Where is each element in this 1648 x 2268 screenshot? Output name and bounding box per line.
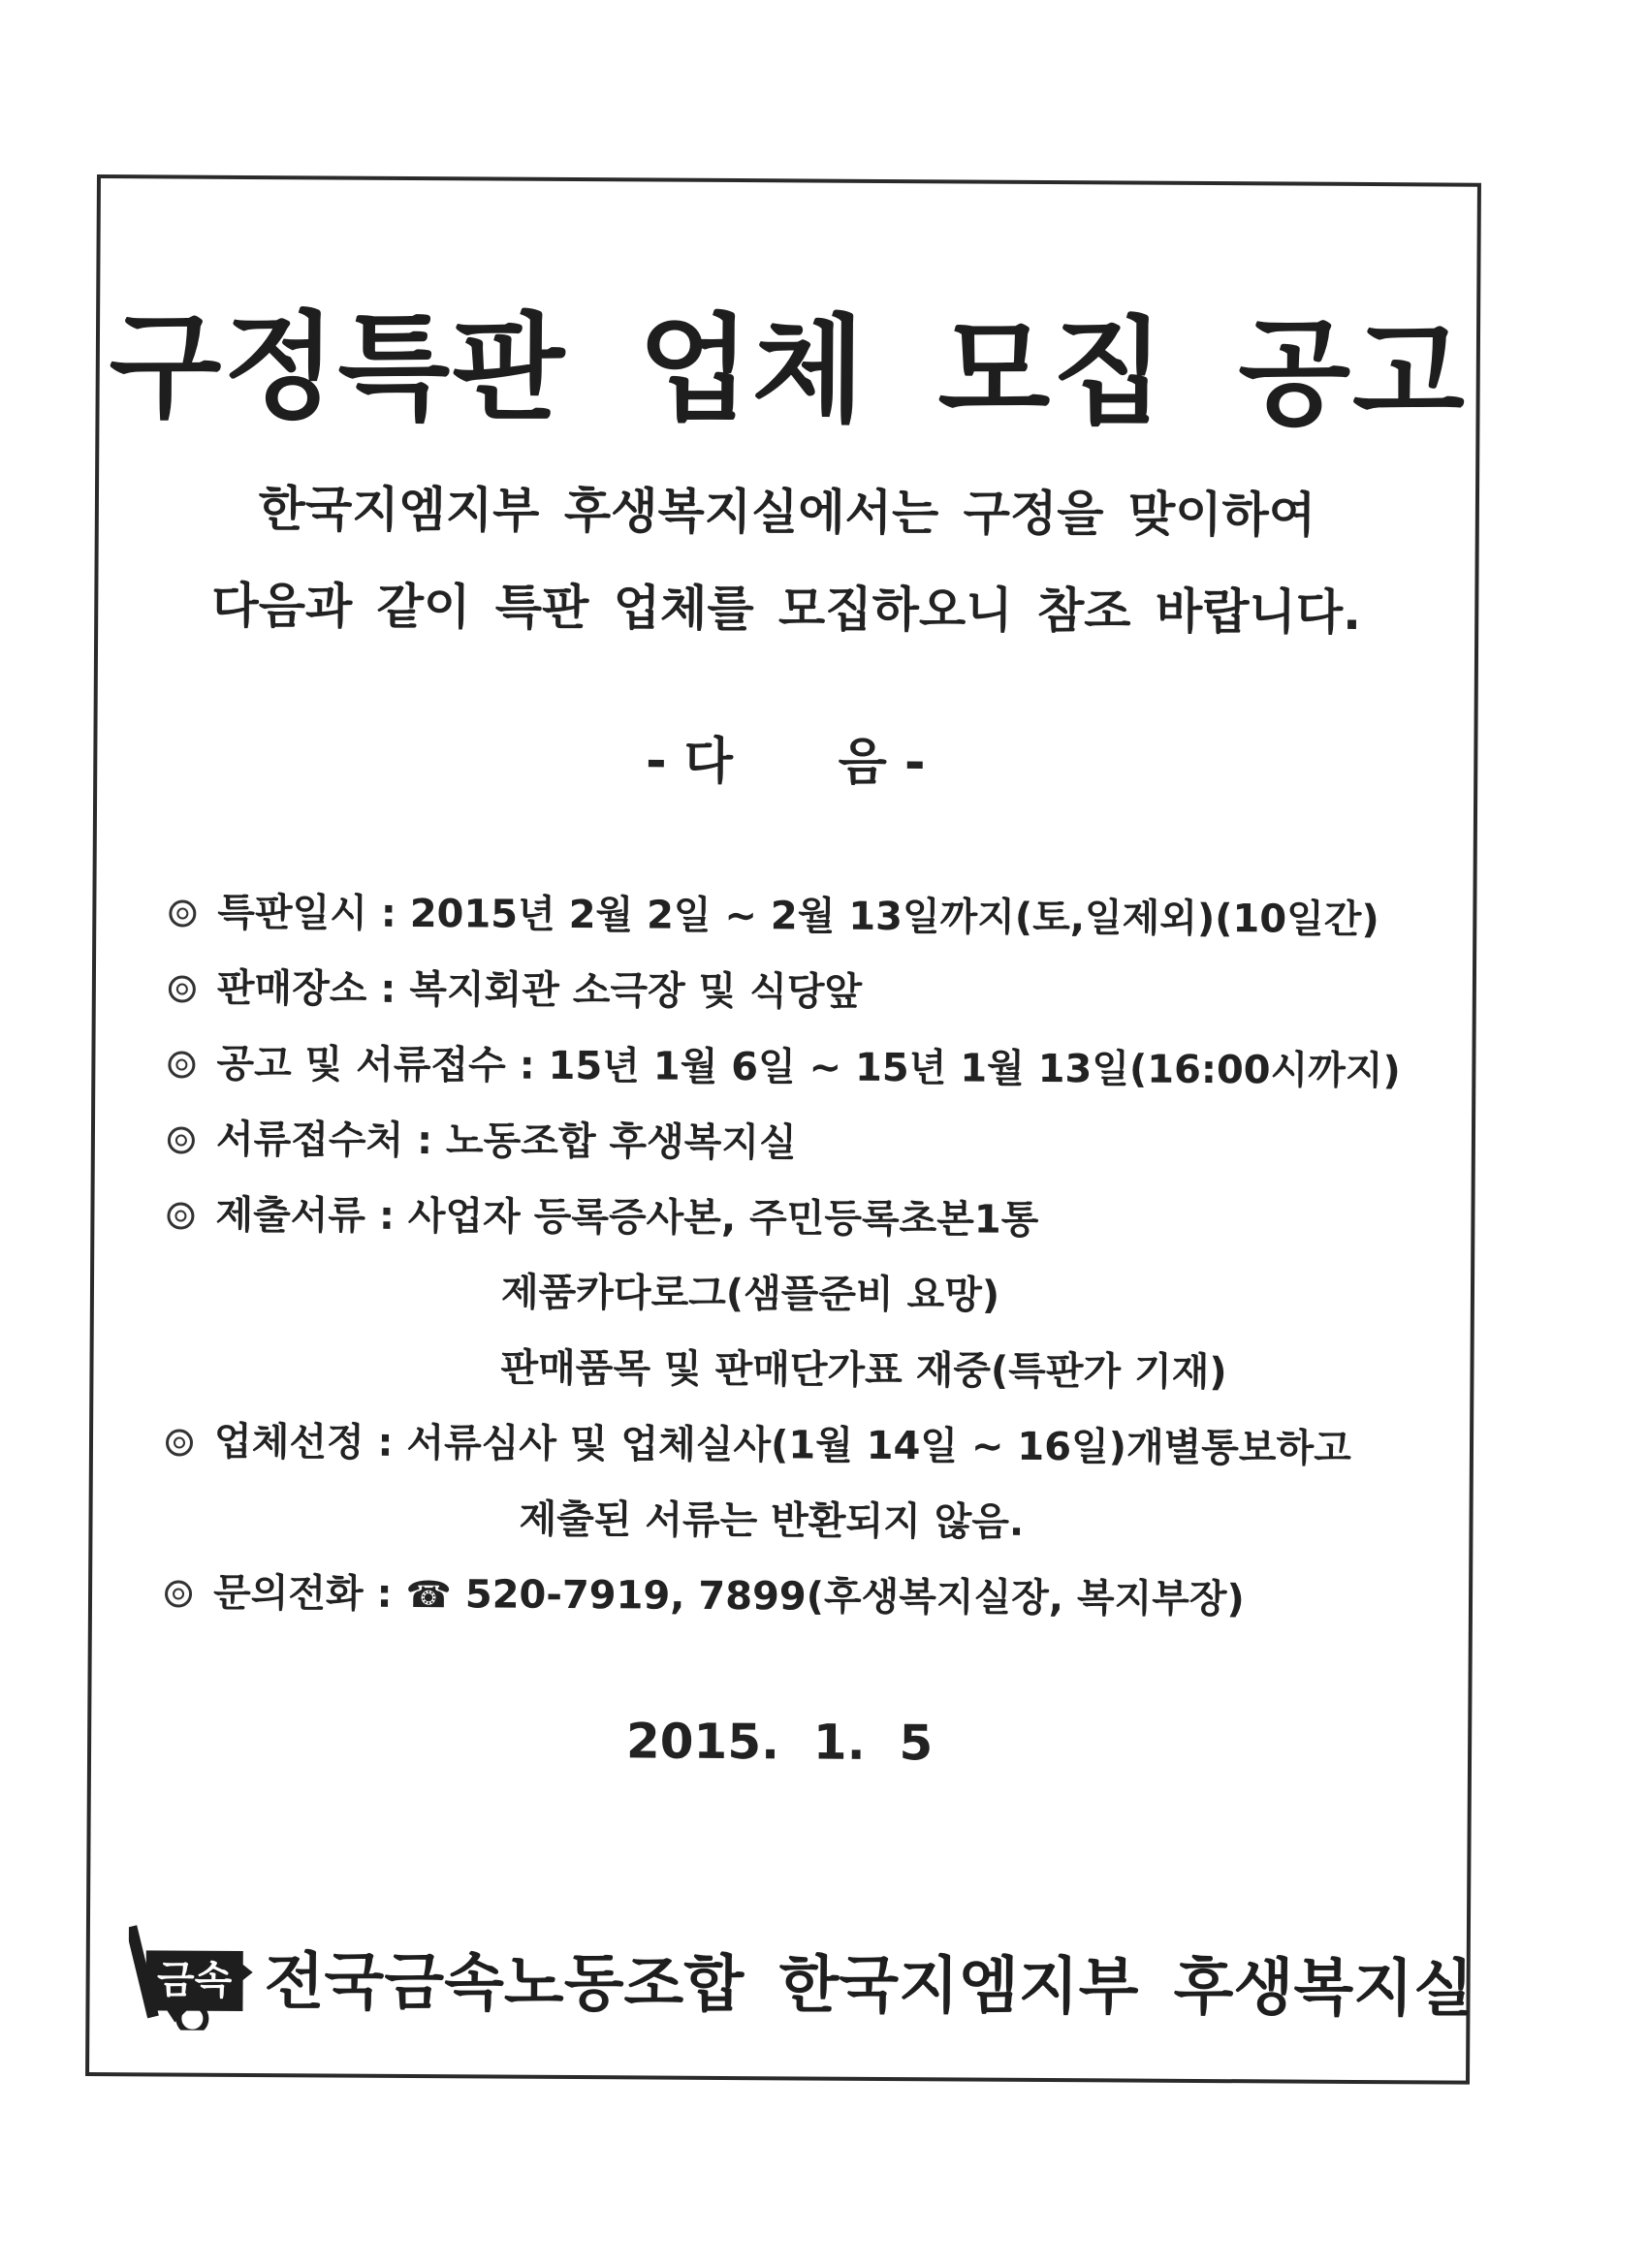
intro-paragraph <box>98 459 1475 662</box>
item-application-period: 공고 및 서류접수 : 15년 1월 6일 ~ 15년 1월 13일(16:00시까지) <box>168 1032 1447 1116</box>
item-label: 업체선정 <box>213 1419 364 1465</box>
item-label: 특판일시 <box>217 890 368 936</box>
double-circle-bullet-icon <box>166 1429 193 1456</box>
item-label: 공고 및 서류접수 <box>216 1041 506 1088</box>
notice-frame <box>85 174 1481 2085</box>
phone-icon: ☎ <box>405 1572 452 1617</box>
item-value: 2015년 2월 2일 ~ 2월 13일까지(토,일제외)(10일간) <box>409 891 1379 943</box>
double-circle-bullet-icon <box>165 1580 192 1607</box>
intro-line-1: 한국지엠지부 후생복지실에서는 구정을 맞이하여 <box>258 481 1316 544</box>
item-value: 520-7919, 7899(후생복지실장, 복지부장) <box>464 1572 1245 1622</box>
item-submission-office: 서류접수처 : 노동조합 후생복지실 <box>168 1108 1447 1191</box>
item-label: 서류접수처 <box>215 1117 404 1163</box>
item-value: 사업자 등록증사본, 주민등록초본1통 <box>407 1193 1039 1243</box>
item-vendor-selection: 업체선정 : 서류심사 및 업체실사(1월 14일 ~ 16일)개별통보하고 <box>166 1410 1445 1494</box>
notice-items <box>165 881 1449 1645</box>
double-circle-bullet-icon <box>168 1126 195 1153</box>
notice-title: 구정특판 업체 모집 공고 <box>109 299 1468 443</box>
notice-date: 2015. 1. 5 <box>625 1713 934 1772</box>
required-documents-line-3: 판매품목 및 판매단가표 재중(특판가 기재) <box>500 1345 1227 1396</box>
logo-text: 금속 <box>156 1958 233 2003</box>
item-value: 복지회관 소극장 및 식당앞 <box>409 966 863 1015</box>
organization-name: 전국금속노동조합 한국지엠지부 후생복지실 <box>264 1946 1474 2026</box>
intro-line-2: 다음과 같이 특판 업체를 모집하오니 참조 바랍니다. <box>211 577 1362 641</box>
item-label: 판매장소 <box>216 965 367 1012</box>
item-sale-location: 판매장소 : 복지회관 소극장 및 식당앞 <box>169 957 1448 1040</box>
vendor-selection-line-2: 제출된 서류는 반환되지 않음. <box>519 1496 1025 1545</box>
item-sale-period: 특판일시 : 2015년 2월 2일 ~ 2월 13일까지(토,일제외)(10일간) <box>169 881 1448 964</box>
required-documents-line-2: 제품카다로그(샘플준비 요망) <box>500 1270 1000 1318</box>
footer <box>128 1913 1474 2037</box>
item-inquiry-phone: 문의전화 : ☎ 520-7919, 7899(후생복지실장, 복지부장) <box>165 1561 1444 1645</box>
union-logo-icon <box>128 1913 255 2031</box>
double-circle-bullet-icon <box>169 899 196 927</box>
item-value: 15년 1월 6일 ~ 15년 1월 13일(16:00시까지) <box>548 1043 1401 1094</box>
item-required-documents: 제출서류 : 사업자 등록증사본, 주민등록초본1통 <box>167 1183 1446 1267</box>
double-circle-bullet-icon <box>167 1202 194 1229</box>
item-value: 서류심사 및 업체실사(1월 14일 ~ 16일)개별통보하고 <box>406 1420 1351 1471</box>
double-circle-bullet-icon <box>169 975 196 1002</box>
item-label: 제출서류 <box>215 1192 366 1239</box>
section-heading: - 다 음 - <box>645 732 926 793</box>
double-circle-bullet-icon <box>168 1051 195 1078</box>
item-value: 노동조합 후생복지실 <box>445 1118 797 1166</box>
item-label: 문의전화 <box>212 1570 364 1617</box>
